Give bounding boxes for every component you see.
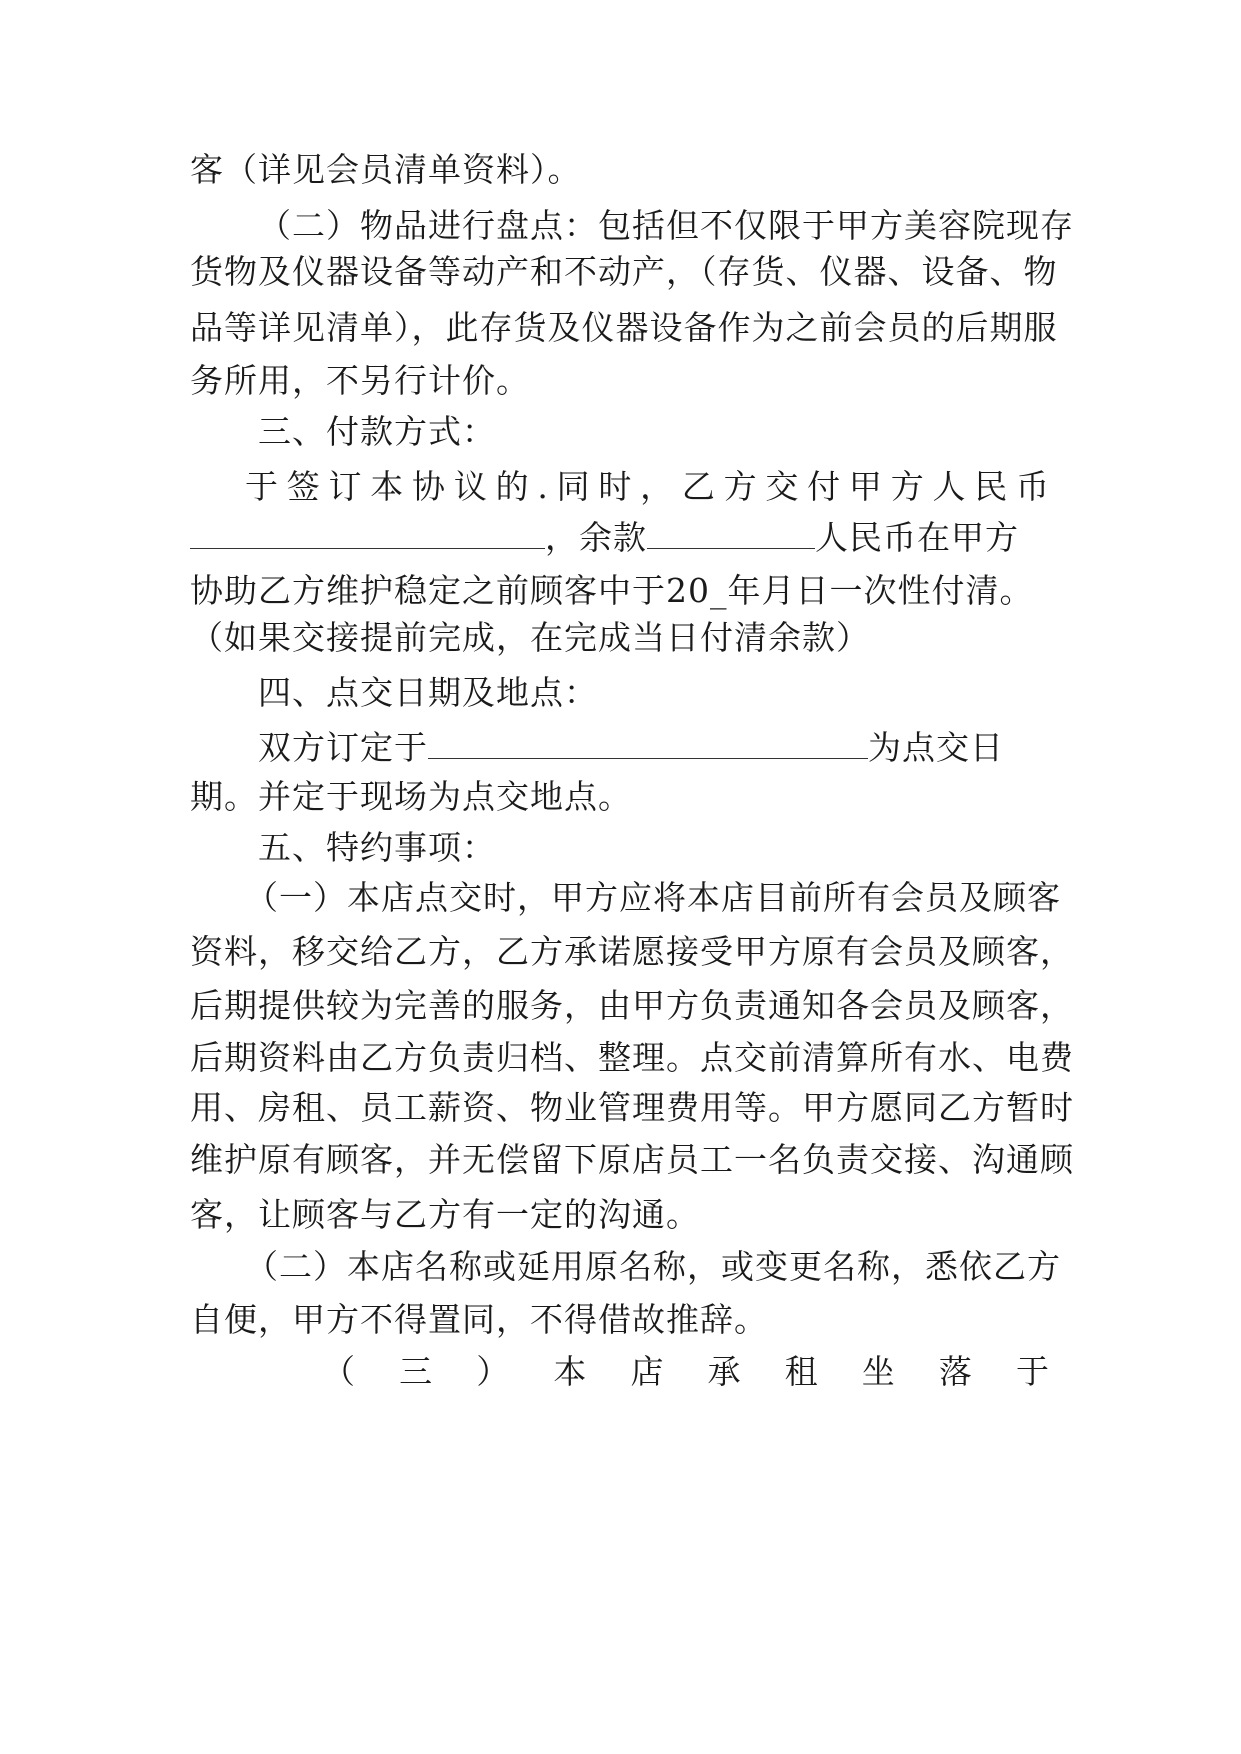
blank-amount-field [190, 516, 545, 549]
text-line-4: 品等详见清单），此存货及仪器设备作为之前会员的后期服 [190, 308, 1058, 347]
text-line-7: 于签订本协议的.同时，乙方交付甲方人民币 [245, 467, 1050, 506]
section-heading-special: 五、特约事项： [258, 828, 496, 867]
char-24-0: （ [322, 1352, 356, 1391]
text-line-8 [190, 516, 1050, 558]
char-24-7: 坐 [861, 1352, 896, 1391]
text-line-17: 后期提供较为完善的服务，由甲方负责通知各会员及顾客， [190, 986, 1074, 1025]
char-24-2: ） [476, 1352, 511, 1391]
text-line-8a: ，余款 [545, 518, 647, 557]
text-line-21: 客，让顾客与乙方有一定的沟通。 [190, 1195, 700, 1234]
text-line-9: 协助乙方维护稳定之前顾客中于20_年月日一次性付清。 [190, 571, 1034, 610]
section-heading-payment: 三、付款方式： [258, 412, 496, 451]
text-line-22: （二）本店名称或延用原名称，或变更名称，悉依乙方 [245, 1247, 1061, 1286]
text-line-1: 客（详见会员清单资料）。 [190, 150, 582, 189]
text-line-10: （如果交接提前完成，在完成当日付清余款） [190, 618, 870, 657]
char-24-8: 落 [938, 1352, 973, 1391]
text-line-19: 用、房租、员工薪资、物业管理费用等。甲方愿同乙方暂时 [190, 1088, 1074, 1127]
text-line-23: 自便，甲方不得置同，不得借故推辞。 [190, 1300, 768, 1339]
char-24-9: 于 [1015, 1352, 1050, 1391]
text-line-5: 务所用，不另行计价。 [190, 361, 530, 400]
text-line-16: 资料，移交给乙方，乙方承诺愿接受甲方原有会员及顾客， [190, 932, 1074, 971]
text-line-20: 维护原有顾客，并无偿留下原店员工一名负责交接、沟通顾 [190, 1140, 1074, 1179]
text-line-8b: 人民币在甲方 [815, 518, 1019, 557]
blank-date-field [428, 726, 868, 759]
section-heading-handover: 四、点交日期及地点： [258, 673, 598, 712]
text-line-3: 货物及仪器设备等动产和不动产，（存货、仪器、设备、物 [190, 252, 1058, 291]
text-line-12 [258, 726, 1050, 768]
char-24-5: 承 [707, 1352, 742, 1391]
text-line-12a: 双方订定于 [258, 728, 428, 767]
char-24-1: 三 [399, 1352, 434, 1391]
text-line-15: （一）本店点交时，甲方应将本店目前所有会员及顾客 [245, 878, 1061, 917]
char-24-6: 租 [784, 1352, 819, 1391]
blank-remaining-field [647, 516, 815, 549]
text-line-12b: 为点交日 [868, 728, 1004, 767]
char-24-4: 店 [630, 1352, 665, 1391]
char-24-3: 本 [553, 1352, 588, 1391]
text-line-2: （二）物品进行盘点：包括但不仅限于甲方美容院现存 [258, 206, 1074, 245]
text-line-13: 期。并定于现场为点交地点。 [190, 777, 632, 816]
text-line-18: 后期资料由乙方负责归档、整理。点交前清算所有水、电费 [190, 1038, 1074, 1077]
text-line-24 [322, 1352, 1050, 1392]
